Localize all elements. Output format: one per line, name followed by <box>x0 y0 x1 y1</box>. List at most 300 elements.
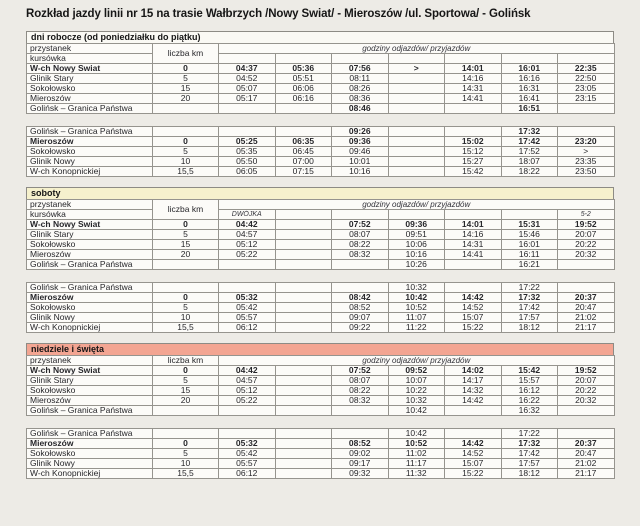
time-cell <box>275 396 332 406</box>
kursowka-cell <box>501 210 558 220</box>
time-cell: 10:42 <box>388 406 445 416</box>
time-cell <box>558 406 615 416</box>
time-cell: 20:22 <box>558 240 615 250</box>
time-cell: 14:31 <box>445 240 502 250</box>
time-cell: 06:35 <box>275 137 332 147</box>
time-cell: 18:12 <box>501 323 558 333</box>
km-cell: 10 <box>153 459 219 469</box>
time-cell: 06:16 <box>275 94 332 104</box>
time-cell: 17:22 <box>501 283 558 293</box>
km-cell: 0 <box>153 439 219 449</box>
km-cell <box>153 283 219 293</box>
time-cell: 20:37 <box>558 293 615 303</box>
time-cell: 16:31 <box>501 84 558 94</box>
kursowka-cell <box>388 210 445 220</box>
time-cell <box>275 459 332 469</box>
km-cell: 0 <box>153 137 219 147</box>
time-cell: 11:02 <box>388 449 445 459</box>
time-cell: 09:51 <box>388 230 445 240</box>
time-cell <box>275 220 332 230</box>
time-cell: 17:42 <box>501 449 558 459</box>
time-cell: 10:07 <box>388 376 445 386</box>
time-cell <box>275 127 332 137</box>
time-cell <box>275 439 332 449</box>
stop-cell: Mieroszów <box>27 293 153 303</box>
time-cell: 08:11 <box>332 74 389 84</box>
time-cell <box>445 104 502 114</box>
time-cell: 05:35 <box>219 147 276 157</box>
table-row <box>27 313 615 323</box>
time-cell: 14:01 <box>445 64 502 74</box>
time-cell <box>332 429 389 439</box>
time-cell: 10:42 <box>388 293 445 303</box>
time-cell: 04:37 <box>219 64 276 74</box>
col-header-przystanek: przystanek <box>27 44 153 54</box>
time-cell: 10:16 <box>388 250 445 260</box>
time-cell <box>445 260 502 270</box>
col-header-godziny: godziny odjazdów/ przyjazdów <box>219 200 615 210</box>
table-row <box>27 260 615 270</box>
table-row <box>27 323 615 333</box>
table-row <box>27 94 615 104</box>
time-cell: 20:07 <box>558 376 615 386</box>
stop-cell: W-ch Konopnickiej <box>27 167 153 177</box>
stop-cell: Golińsk – Granica Państwa <box>27 104 153 114</box>
time-cell: 09:36 <box>332 137 389 147</box>
time-cell: 05:51 <box>275 74 332 84</box>
stop-cell: Glinik Stary <box>27 74 153 84</box>
km-cell: 10 <box>153 157 219 167</box>
time-cell: 09:07 <box>332 313 389 323</box>
time-cell: 15:22 <box>445 469 502 479</box>
time-cell <box>388 147 445 157</box>
time-cell: 14:32 <box>445 386 502 396</box>
kursowka-cell <box>219 54 276 64</box>
time-cell: 08:32 <box>332 396 389 406</box>
page-title: Rozkład jazdy linii nr 15 na trasie Wałbrzych /Nowy Swiat/ - Mieroszów /ul. Sportowa/ - Golińsk <box>26 8 531 20</box>
time-cell <box>558 283 615 293</box>
stop-cell: W-ch Konopnickiej <box>27 469 153 479</box>
kursowka-cell: 5-2 <box>558 210 615 220</box>
time-cell <box>445 127 502 137</box>
table-row <box>27 147 615 157</box>
time-cell: 16:41 <box>501 94 558 104</box>
time-cell <box>275 104 332 114</box>
time-cell: 20:37 <box>558 439 615 449</box>
time-cell: 08:26 <box>332 84 389 94</box>
time-cell: 10:16 <box>332 167 389 177</box>
time-cell <box>275 429 332 439</box>
time-cell: 17:57 <box>501 313 558 323</box>
time-cell: 08:46 <box>332 104 389 114</box>
time-cell: 07:56 <box>332 64 389 74</box>
time-cell <box>275 303 332 313</box>
time-cell <box>558 429 615 439</box>
time-cell: 09:02 <box>332 449 389 459</box>
time-cell: 10:32 <box>388 283 445 293</box>
time-cell: 08:07 <box>332 376 389 386</box>
time-cell: 09:22 <box>332 323 389 333</box>
time-cell: 14:31 <box>445 84 502 94</box>
table-row <box>27 459 615 469</box>
stop-cell: W-ch Nowy Swiat <box>27 366 153 376</box>
km-cell <box>153 429 219 439</box>
time-cell: 23:05 <box>558 84 615 94</box>
time-cell: 23:20 <box>558 137 615 147</box>
time-cell: 14:41 <box>445 94 502 104</box>
time-cell: 09:32 <box>332 469 389 479</box>
time-cell: 05:42 <box>219 449 276 459</box>
time-cell: 11:32 <box>388 469 445 479</box>
time-cell <box>275 376 332 386</box>
time-cell: 04:57 <box>219 230 276 240</box>
time-cell: 15:57 <box>501 376 558 386</box>
time-cell: 05:25 <box>219 137 276 147</box>
time-cell: 05:22 <box>219 250 276 260</box>
col-header-kursowka: kursówka <box>27 210 153 220</box>
km-cell: 15 <box>153 386 219 396</box>
time-cell <box>275 250 332 260</box>
section-saturday <box>26 187 614 333</box>
section-sunday <box>26 343 614 479</box>
stop-cell: Glinik Stary <box>27 230 153 240</box>
time-cell <box>219 260 276 270</box>
table-row <box>27 220 615 230</box>
time-cell <box>558 127 615 137</box>
time-cell: 18:07 <box>501 157 558 167</box>
time-cell: 09:26 <box>332 127 389 137</box>
time-cell: 05:12 <box>219 386 276 396</box>
time-cell: 10:52 <box>388 439 445 449</box>
time-cell: 14:17 <box>445 376 502 386</box>
time-cell <box>388 127 445 137</box>
table-row <box>27 469 615 479</box>
stop-cell: Golińsk – Granica Państwa <box>27 406 153 416</box>
time-cell: 20:32 <box>558 250 615 260</box>
stop-cell: Mieroszów <box>27 439 153 449</box>
time-cell: 22:35 <box>558 64 615 74</box>
time-cell: 14:01 <box>445 220 502 230</box>
kursowka-cell <box>332 210 389 220</box>
time-cell: 15:12 <box>445 147 502 157</box>
time-cell: 08:52 <box>332 303 389 313</box>
table-row <box>27 104 615 114</box>
time-cell: 15:42 <box>501 366 558 376</box>
time-cell: 06:05 <box>219 167 276 177</box>
stop-cell: Golińsk – Granica Państwa <box>27 283 153 293</box>
time-cell: 11:07 <box>388 313 445 323</box>
timetable <box>26 126 615 177</box>
timetable <box>26 355 615 416</box>
time-cell: 17:52 <box>501 147 558 157</box>
timetable <box>26 428 615 479</box>
km-cell: 5 <box>153 376 219 386</box>
time-cell: 10:06 <box>388 240 445 250</box>
km-cell <box>153 127 219 137</box>
timetable <box>26 282 615 333</box>
col-header-przystanek: przystanek <box>27 356 153 366</box>
section-label: niedziele i święta <box>26 343 614 355</box>
time-cell: 15:07 <box>445 459 502 469</box>
time-cell <box>275 230 332 240</box>
time-cell: 11:22 <box>388 323 445 333</box>
km-cell <box>153 260 219 270</box>
time-cell: 19:52 <box>558 366 615 376</box>
km-cell: 5 <box>153 303 219 313</box>
time-cell: 14:52 <box>445 303 502 313</box>
time-cell: 08:36 <box>332 94 389 104</box>
time-cell: 10:01 <box>332 157 389 167</box>
kursowka-cell <box>388 54 445 64</box>
kursowka-cell <box>275 210 332 220</box>
time-cell: 18:12 <box>501 469 558 479</box>
time-cell: 16:22 <box>501 396 558 406</box>
time-cell: 05:12 <box>219 240 276 250</box>
time-cell: 07:52 <box>332 220 389 230</box>
time-cell: > <box>388 64 445 74</box>
time-cell: 04:52 <box>219 74 276 84</box>
time-cell <box>219 104 276 114</box>
time-cell <box>332 283 389 293</box>
time-cell <box>275 406 332 416</box>
table-row <box>27 396 615 406</box>
time-cell: 05:57 <box>219 313 276 323</box>
time-cell: 09:36 <box>388 220 445 230</box>
time-cell: 21:02 <box>558 313 615 323</box>
section-weekday <box>26 31 614 177</box>
time-cell: 10:22 <box>388 386 445 396</box>
time-cell: 15:22 <box>445 323 502 333</box>
time-cell <box>275 449 332 459</box>
table-row <box>27 366 615 376</box>
kursowka-cell <box>445 54 502 64</box>
time-cell <box>388 157 445 167</box>
km-cell: 5 <box>153 147 219 157</box>
time-cell: 17:42 <box>501 303 558 313</box>
time-cell: 06:12 <box>219 323 276 333</box>
table-row <box>27 250 615 260</box>
time-cell: 04:57 <box>219 376 276 386</box>
time-cell: 23:15 <box>558 94 615 104</box>
time-cell <box>388 94 445 104</box>
table-row <box>27 230 615 240</box>
time-cell: 16:12 <box>501 386 558 396</box>
stop-cell: W-ch Nowy Swiat <box>27 64 153 74</box>
time-cell <box>219 127 276 137</box>
km-cell: 15,5 <box>153 323 219 333</box>
time-cell <box>558 104 615 114</box>
time-cell: 06:45 <box>275 147 332 157</box>
time-cell <box>332 260 389 270</box>
time-cell: 05:57 <box>219 459 276 469</box>
km-cell: 5 <box>153 449 219 459</box>
time-cell: 04:42 <box>219 366 276 376</box>
kursowka-cell <box>501 54 558 64</box>
kursowka-cell <box>558 54 615 64</box>
time-cell <box>558 260 615 270</box>
time-cell: 16:21 <box>501 260 558 270</box>
stop-cell: Mieroszów <box>27 137 153 147</box>
time-cell: 08:52 <box>332 439 389 449</box>
time-cell: 16:01 <box>501 64 558 74</box>
table-row <box>27 84 615 94</box>
time-cell: 05:17 <box>219 94 276 104</box>
stop-cell: Golińsk – Granica Państwa <box>27 260 153 270</box>
stop-cell: Golińsk – Granica Państwa <box>27 127 153 137</box>
time-cell: 17:42 <box>501 137 558 147</box>
time-cell <box>275 366 332 376</box>
stop-cell: Sokołowsko <box>27 147 153 157</box>
time-cell: 14:42 <box>445 396 502 406</box>
time-cell <box>388 74 445 84</box>
time-cell <box>388 167 445 177</box>
km-cell: 5 <box>153 230 219 240</box>
table-row <box>27 376 615 386</box>
time-cell: 06:06 <box>275 84 332 94</box>
time-cell <box>275 240 332 250</box>
time-cell: 20:47 <box>558 449 615 459</box>
col-header-liczba-km: liczba km <box>153 44 219 64</box>
stop-cell: Sokołowsko <box>27 303 153 313</box>
time-cell: 15:07 <box>445 313 502 323</box>
time-cell: 10:26 <box>388 260 445 270</box>
table-row <box>27 64 615 74</box>
time-cell <box>275 260 332 270</box>
time-cell: 20:32 <box>558 396 615 406</box>
timetable <box>26 199 615 270</box>
time-cell: 17:32 <box>501 127 558 137</box>
time-cell: 10:32 <box>388 396 445 406</box>
time-cell: 23:50 <box>558 167 615 177</box>
time-cell <box>219 429 276 439</box>
table-row <box>27 137 615 147</box>
kursowka-cell: DWÓJKA <box>219 210 276 220</box>
time-cell: 16:16 <box>501 74 558 84</box>
col-header-godziny: godziny odjazdów/ przyjazdów <box>219 356 615 366</box>
km-cell: 0 <box>153 64 219 74</box>
table-row <box>27 283 615 293</box>
table-row <box>27 429 615 439</box>
time-cell: 20:22 <box>558 386 615 396</box>
time-cell: 20:47 <box>558 303 615 313</box>
km-cell: 0 <box>153 293 219 303</box>
time-cell: 07:00 <box>275 157 332 167</box>
time-cell: 14:42 <box>445 439 502 449</box>
time-cell <box>445 406 502 416</box>
timetable <box>26 43 615 114</box>
time-cell: 07:52 <box>332 366 389 376</box>
km-cell: 0 <box>153 366 219 376</box>
time-cell: 17:57 <box>501 459 558 469</box>
stop-cell: Mieroszów <box>27 250 153 260</box>
time-cell <box>275 313 332 323</box>
table-row <box>27 439 615 449</box>
time-cell: 05:22 <box>219 396 276 406</box>
kursowka-cell <box>275 54 332 64</box>
km-cell: 5 <box>153 74 219 84</box>
time-cell <box>275 293 332 303</box>
time-cell: 08:42 <box>332 293 389 303</box>
time-cell: 14:41 <box>445 250 502 260</box>
stop-cell: W-ch Konopnickiej <box>27 323 153 333</box>
table-row <box>27 157 615 167</box>
time-cell: 09:46 <box>332 147 389 157</box>
stop-cell: W-ch Nowy Swiat <box>27 220 153 230</box>
time-cell: 20:07 <box>558 230 615 240</box>
col-header-przystanek: przystanek <box>27 200 153 210</box>
time-cell: 15:02 <box>445 137 502 147</box>
table-row <box>27 386 615 396</box>
time-cell: 08:22 <box>332 240 389 250</box>
time-cell: 05:07 <box>219 84 276 94</box>
km-cell: 20 <box>153 250 219 260</box>
section-label: soboty <box>26 187 614 199</box>
time-cell: 16:01 <box>501 240 558 250</box>
time-cell: 07:15 <box>275 167 332 177</box>
km-cell: 10 <box>153 313 219 323</box>
time-cell: 08:32 <box>332 250 389 260</box>
time-cell: 16:32 <box>501 406 558 416</box>
time-cell: 14:42 <box>445 293 502 303</box>
col-header-kursowka: kursówka <box>27 54 153 64</box>
time-cell: 15:46 <box>501 230 558 240</box>
time-cell: 14:52 <box>445 449 502 459</box>
time-cell <box>275 283 332 293</box>
time-cell: 05:36 <box>275 64 332 74</box>
time-cell: 16:11 <box>501 250 558 260</box>
time-cell: 14:16 <box>445 230 502 240</box>
time-cell <box>275 323 332 333</box>
table-row <box>27 127 615 137</box>
km-cell: 15,5 <box>153 469 219 479</box>
km-cell <box>153 104 219 114</box>
time-cell: 11:17 <box>388 459 445 469</box>
time-cell <box>332 406 389 416</box>
time-cell <box>388 104 445 114</box>
km-cell: 20 <box>153 94 219 104</box>
time-cell: 09:52 <box>388 366 445 376</box>
time-cell: 05:42 <box>219 303 276 313</box>
kursowka-cell <box>445 210 502 220</box>
stop-cell: Sokołowsko <box>27 84 153 94</box>
km-cell <box>153 406 219 416</box>
time-cell: 21:17 <box>558 469 615 479</box>
time-cell: 16:51 <box>501 104 558 114</box>
time-cell: 05:32 <box>219 293 276 303</box>
table-row <box>27 74 615 84</box>
time-cell: 06:12 <box>219 469 276 479</box>
time-cell: 21:17 <box>558 323 615 333</box>
table-row <box>27 303 615 313</box>
time-cell: 17:22 <box>501 429 558 439</box>
time-cell: 08:22 <box>332 386 389 396</box>
stop-cell: Sokołowsko <box>27 240 153 250</box>
time-cell <box>275 386 332 396</box>
table-row <box>27 167 615 177</box>
timetable-sections <box>26 31 615 479</box>
section-label: dni robocze (od poniedziałku do piątku) <box>26 31 614 43</box>
km-cell: 15 <box>153 84 219 94</box>
time-cell: > <box>558 147 615 157</box>
time-cell: 14:16 <box>445 74 502 84</box>
time-cell: 10:52 <box>388 303 445 313</box>
table-row <box>27 293 615 303</box>
time-cell <box>445 429 502 439</box>
kursowka-cell <box>332 54 389 64</box>
time-cell: 19:52 <box>558 220 615 230</box>
stop-cell: Glinik Nowy <box>27 459 153 469</box>
time-cell: 05:32 <box>219 439 276 449</box>
